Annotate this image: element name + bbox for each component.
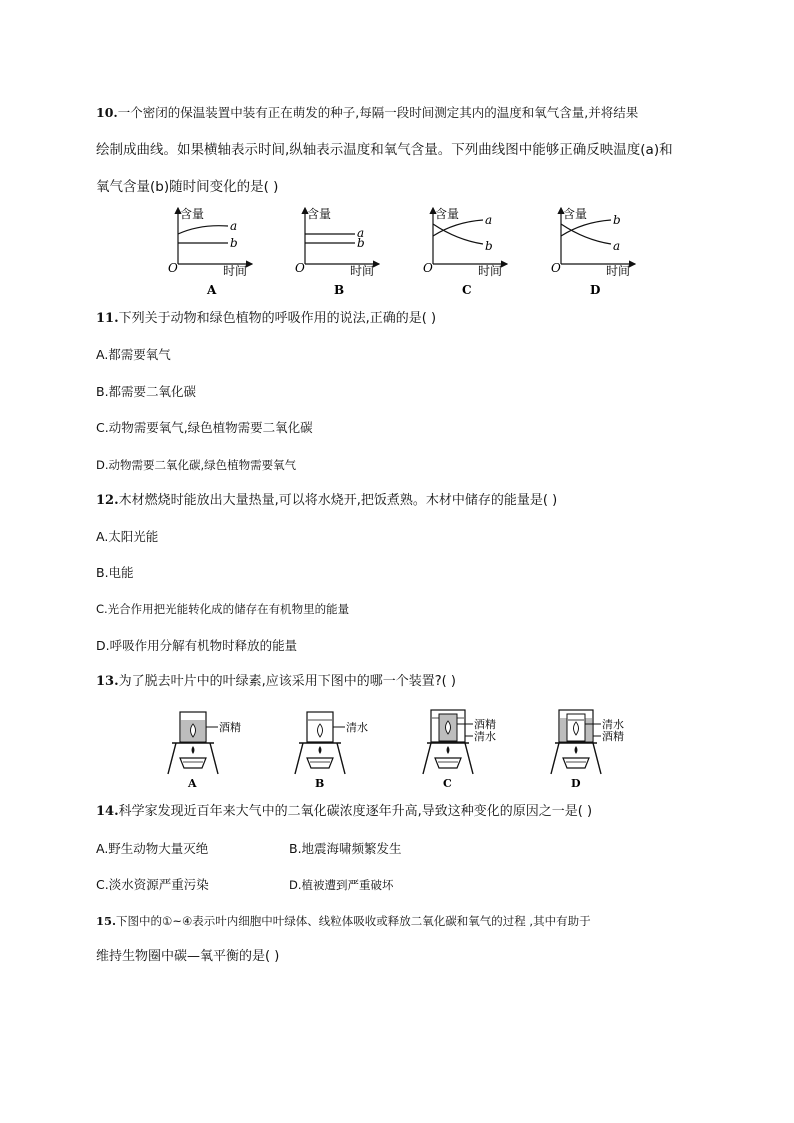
curve-bottom: [433, 224, 483, 244]
svg-text:b: b: [357, 236, 365, 250]
svg-text:B: B: [315, 777, 325, 790]
svg-text:O: O: [295, 261, 305, 275]
graph-c: [423, 207, 507, 297]
q10-line2: 绘制成曲线。如果横轴表示时间,纵轴表示温度和氧气含量。下列曲线图中能够正确反映温度(a)和: [96, 142, 673, 158]
q15-line2: 维持生物圈中碳—氧平衡的是( ): [96, 949, 280, 964]
svg-text:含量: 含量: [435, 207, 460, 221]
q11-stem: 11.下列关于动物和绿色植物的呼吸作用的说法,正确的是( ): [96, 311, 437, 326]
svg-text:a: a: [230, 219, 238, 233]
svg-text:C: C: [462, 283, 472, 297]
svg-text:含量: 含量: [563, 207, 588, 221]
svg-text:b: b: [485, 239, 493, 253]
q10-number: 10.: [96, 105, 118, 120]
q11-number: 11.: [96, 311, 119, 326]
q12-option-d: D.呼吸作用分解有机物时释放的能量: [96, 638, 298, 653]
q13-stem: 13.为了脱去叶片中的叶绿素,应该采用下图中的哪一个装置?( ): [96, 674, 456, 689]
svg-text:C: C: [443, 777, 452, 790]
svg-text:时间: 时间: [350, 264, 375, 278]
svg-text:A: A: [188, 777, 197, 790]
graph-d: [551, 207, 635, 297]
curve-bottom: [561, 224, 611, 244]
q14-option-d: D.植被遭到严重破坏: [289, 878, 394, 892]
curve-top: [178, 226, 228, 234]
q14-option-c: C.淡水资源严重污染: [96, 877, 209, 892]
svg-text:清水: 清水: [346, 721, 368, 734]
q11-option-c: C.动物需要氧气,绿色植物需要二氧化碳: [96, 420, 313, 435]
svg-text:D: D: [571, 777, 581, 790]
q14-option-b: B.地震海啸频繁发生: [289, 841, 402, 856]
svg-text:a: a: [357, 226, 365, 240]
svg-text:D: D: [590, 283, 601, 297]
apparatus-b: [295, 712, 368, 790]
svg-text:a: a: [485, 213, 493, 227]
svg-text:O: O: [423, 261, 433, 275]
q14-stem: 14.科学家发现近百年来大气中的二氧化碳浓度逐年升高,导致这种变化的原因之一是( ): [96, 804, 593, 819]
svg-text:酒精: 酒精: [602, 730, 624, 743]
q11-option-b: B.都需要二氧化碳: [96, 384, 197, 399]
svg-text:b: b: [230, 236, 238, 250]
svg-text:时间: 时间: [606, 264, 631, 278]
apparatus-a: [168, 712, 241, 790]
q14-option-a: A.野生动物大量灭绝: [96, 841, 209, 856]
svg-text:清水: 清水: [602, 718, 624, 731]
apparatus-c: [423, 710, 496, 790]
q10-graphs: [160, 200, 640, 300]
q12-option-c: C.光合作用把光能转化成的储存在有机物里的能量: [96, 602, 350, 616]
q12-number: 12.: [96, 493, 119, 508]
svg-text:时间: 时间: [478, 264, 503, 278]
q12-option-a: A.太阳光能: [96, 529, 159, 544]
graph-b: [295, 207, 379, 297]
svg-text:a: a: [613, 239, 621, 253]
svg-text:时间: 时间: [223, 264, 248, 278]
q11-option-d: D.动物需要二氧化碳,绿色植物需要氧气: [96, 458, 297, 472]
svg-text:O: O: [551, 261, 561, 275]
q15-line1: 15.下图中的①~④表示叶内细胞中叶绿体、线粒体吸收或释放二氧化碳和氧气的过程 ,其中有助于: [96, 914, 591, 928]
q10-line1: 10.一个密闭的保温装置中装有正在萌发的种子,每隔一段时间测定其内的温度和氧气含量,并将结果: [96, 105, 639, 120]
q12-stem: 12.木材燃烧时能放出大量热量,可以将水烧开,把饭煮熟。木材中储存的能量是( ): [96, 493, 558, 508]
q12-option-b: B.电能: [96, 565, 134, 580]
q15-number: 15.: [96, 914, 117, 928]
q14-number: 14.: [96, 804, 119, 819]
svg-text:酒精: 酒精: [474, 718, 496, 731]
q11-option-a: A.都需要氧气: [96, 347, 171, 362]
svg-text:b: b: [613, 213, 621, 227]
apparatus-d: [551, 710, 624, 790]
q13-number: 13.: [96, 674, 119, 689]
q13-apparatus: [160, 700, 640, 792]
svg-text:A: A: [207, 283, 217, 297]
svg-text:B: B: [334, 283, 345, 297]
graph-a: [168, 207, 252, 297]
svg-text:含量: 含量: [180, 207, 205, 221]
svg-text:O: O: [168, 261, 178, 275]
svg-text:含量: 含量: [307, 207, 332, 221]
q10-line3: 氧气含量(b)随时间变化的是( ): [96, 179, 279, 195]
svg-text:酒精: 酒精: [219, 721, 241, 734]
svg-text:清水: 清水: [474, 730, 496, 743]
